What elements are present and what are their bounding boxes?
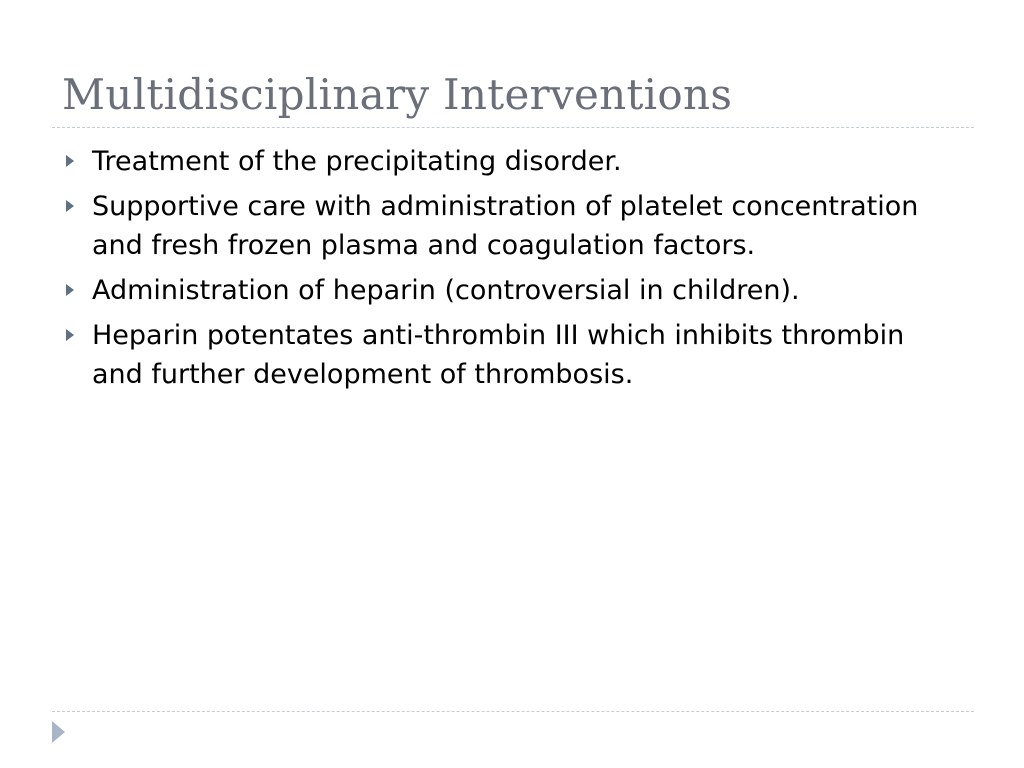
bullet-item xyxy=(62,142,942,181)
bullet-item xyxy=(62,316,942,394)
triangle-right-icon xyxy=(66,200,74,212)
bullet-item xyxy=(62,187,942,265)
triangle-right-icon xyxy=(66,329,74,341)
title-divider xyxy=(52,127,974,128)
bullet-text: Treatment of the precipitating disorder. xyxy=(92,146,622,177)
bullet-item xyxy=(62,271,942,310)
triangle-right-icon xyxy=(66,155,74,167)
footer-divider xyxy=(52,711,974,712)
bullet-text: Supportive care with administration of platelet concentration and fresh frozen plasma and coagulation factors. xyxy=(92,191,919,261)
triangle-right-icon xyxy=(66,284,74,296)
play-triangle-icon[interactable] xyxy=(52,721,65,743)
bullet-list xyxy=(62,142,942,400)
bullet-text: Heparin potentates anti-thrombin III which inhibits thrombin and further development of thrombosis. xyxy=(92,320,905,390)
slide-title: Multidisciplinary Interventions xyxy=(62,70,733,119)
bullet-text: Administration of heparin (controversial in children). xyxy=(92,275,800,306)
